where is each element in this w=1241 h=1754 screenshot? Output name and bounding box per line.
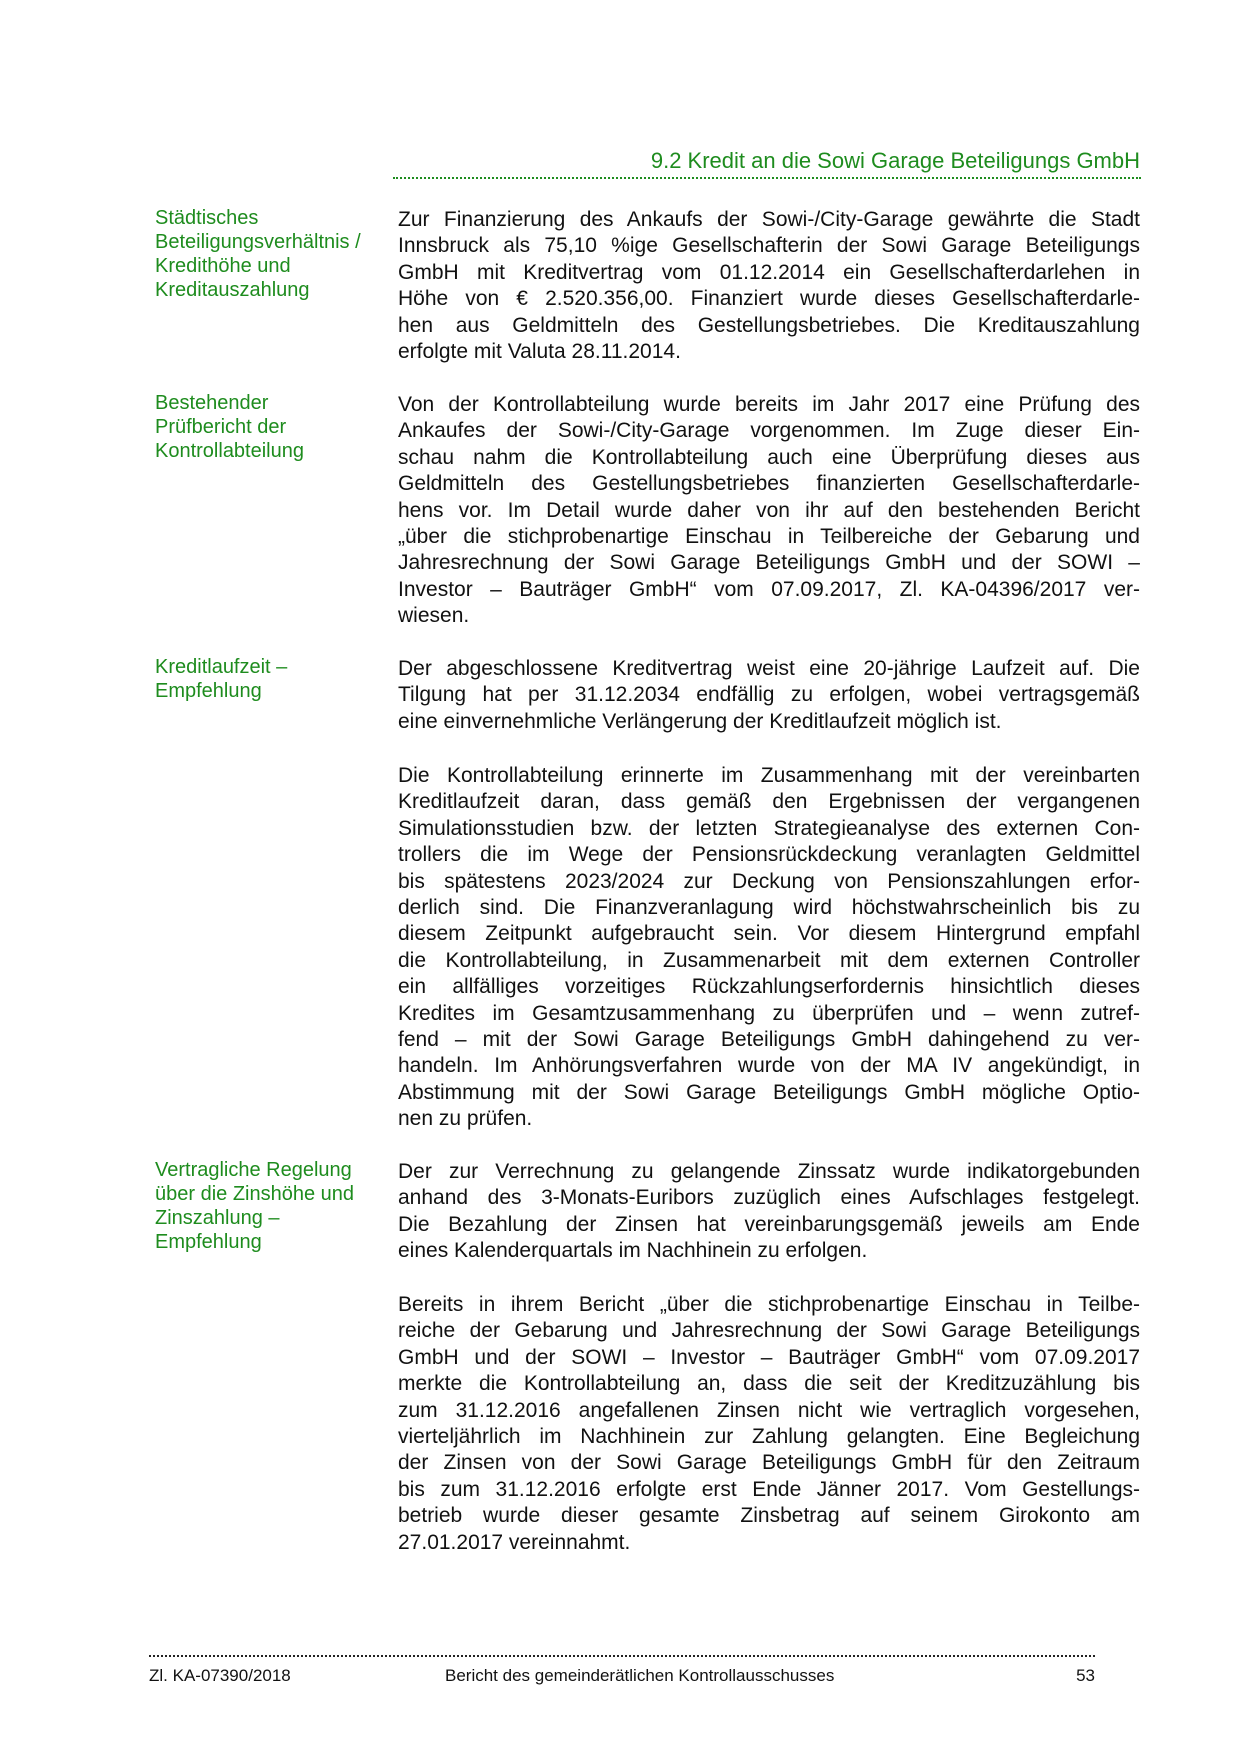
paragraph-line: der Zinsen von der Sowi Garage Beteiligungs GmbH für den Zeitraum bbox=[398, 1451, 1140, 1475]
paragraph bbox=[398, 656, 1140, 735]
margin-note bbox=[155, 391, 380, 463]
margin-note-line: Kredithöhe und bbox=[155, 255, 291, 277]
paragraph-line: fend – mit der Sowi Garage Beteiligungs GmbH dahingehend zu ver- bbox=[398, 1028, 1140, 1052]
paragraph-line: Der zur Verrechnung zu gelangende Zinssatz wurde indikatorgebunden bbox=[398, 1160, 1140, 1183]
paragraph-line: Innsbruck als 75,10 %ige Gesellschafterin der Sowi Garage Beteiligungs bbox=[398, 234, 1140, 258]
margin-note-line: Zinszahlung – bbox=[155, 1207, 280, 1229]
page-number: 53 bbox=[1076, 1666, 1095, 1685]
paragraph-line: GmbH und der SOWI – Investor – Bauträger GmbH“ vom 07.09.2017 bbox=[398, 1345, 1140, 1369]
margin-note bbox=[155, 655, 380, 703]
margin-note-line: Empfehlung bbox=[155, 1231, 262, 1253]
paragraph-line: eine einvernehmliche Verlängerung der Kreditlaufzeit möglich ist. bbox=[398, 709, 1002, 733]
margin-note-line: Kontrollabteilung bbox=[155, 440, 304, 462]
section-heading: 9.2 Kredit an die Sowi Garage Beteiligungs GmbH bbox=[650, 148, 1140, 173]
paragraph-line: Abstimmung mit der Sowi Garage Beteiligungs GmbH mögliche Optio- bbox=[398, 1080, 1140, 1104]
paragraph-line: trollers die im Wege der Pensionsrückdeckung veranlagten Geldmittel bbox=[398, 843, 1140, 867]
paragraph-line: Bereits in ihrem Bericht „über die stichprobenartige Einschau in Teilbe- bbox=[398, 1293, 1140, 1316]
margin-note bbox=[155, 1158, 380, 1254]
paragraph-line: Investor – Bauträger GmbH“ vom 07.09.2017, Zl. KA-04396/2017 ver- bbox=[398, 577, 1140, 601]
paragraph-line: merkte die Kontrollabteilung an, dass die seit der Kreditzuzählung bis bbox=[398, 1372, 1140, 1396]
paragraph-line: „über die stichprobenartige Einschau in Teilbereiche der Gebarung und bbox=[398, 525, 1140, 549]
margin-note-line: Vertragliche Regelung bbox=[155, 1159, 352, 1181]
margin-note-line: Kreditauszahlung bbox=[155, 279, 310, 301]
paragraph-line: reiche der Gebarung und Jahresrechnung der Sowi Garage Beteiligungs bbox=[398, 1319, 1140, 1343]
paragraph-line: Kredites im Gesamtzusammenhang zu überprüfen und – wenn zutref- bbox=[398, 1001, 1140, 1025]
paragraph-line: anhand des 3-Monats-Euribors zuzüglich eines Aufschlages festgelegt. bbox=[398, 1186, 1140, 1210]
paragraph-line: Jahresrechnung der Sowi Garage Beteiligungs GmbH und der SOWI – bbox=[398, 551, 1140, 575]
paragraph-line: wiesen. bbox=[398, 604, 470, 628]
paragraph bbox=[398, 207, 1140, 365]
paragraph-line: bis zum 31.12.2016 erfolgte erst Ende Jänner 2017. Vom Gestellungs- bbox=[398, 1477, 1140, 1501]
margin-note bbox=[155, 206, 380, 302]
paragraph-line: Die Kontrollabteilung erinnerte im Zusammenhang mit der vereinbarten bbox=[398, 764, 1140, 787]
paragraph bbox=[398, 763, 1140, 1133]
paragraph-line: Der abgeschlossene Kreditvertrag weist eine 20-jährige Laufzeit auf. Die bbox=[398, 657, 1140, 680]
footer-title: Bericht des gemeinderätlichen Kontrollausschusses bbox=[445, 1666, 835, 1685]
margin-note-line: Beteiligungsverhältnis / bbox=[155, 231, 361, 253]
margin-note-line: Empfehlung bbox=[155, 680, 262, 702]
margin-note-line: über die Zinshöhe und bbox=[155, 1183, 355, 1205]
paragraph-line: hens vor. Im Detail wurde daher von ihr auf den bestehenden Bericht bbox=[398, 498, 1140, 522]
paragraph-line: erfolgte mit Valuta 28.11.2014. bbox=[398, 340, 681, 364]
paragraph bbox=[398, 1292, 1140, 1556]
paragraph-line: hen aus Geldmitteln des Gestellungsbetriebes. Die Kreditauszahlung bbox=[398, 313, 1140, 337]
paragraph-line: Zur Finanzierung des Ankaufs der Sowi-/City-Garage gewährte die Stadt bbox=[398, 208, 1140, 231]
paragraph-line: nen zu prüfen. bbox=[398, 1107, 533, 1131]
margin-note-line: Kreditlaufzeit – bbox=[155, 656, 288, 678]
paragraph-line: Geldmitteln des Gestellungsbetriebes finanzierten Gesellschafterdarle- bbox=[398, 472, 1140, 496]
paragraph-line: Von der Kontrollabteilung wurde bereits im Jahr 2017 eine Prüfung des bbox=[398, 393, 1140, 416]
paragraph-line: Ankaufes der Sowi-/City-Garage vorgenommen. Im Zuge dieser Ein- bbox=[398, 419, 1140, 443]
paragraph bbox=[398, 1159, 1140, 1265]
margin-note-line: Bestehender bbox=[155, 392, 269, 414]
paragraph-line: 27.01.2017 vereinnahmt. bbox=[398, 1530, 631, 1554]
paragraph-line: diesem Zeitpunkt aufgebraucht sein. Vor diesem Hintergrund empfahl bbox=[398, 922, 1140, 946]
margin-note-line: Prüfbericht der bbox=[155, 416, 287, 438]
heading-divider bbox=[393, 177, 1141, 179]
paragraph-line: GmbH mit Kreditvertrag vom 01.12.2014 ein Gesellschafterdarlehen in bbox=[398, 260, 1140, 284]
paragraph-line: die Kontrollabteilung, in Zusammenarbeit mit dem externen Controller bbox=[398, 948, 1140, 972]
paragraph-line: Tilgung hat per 31.12.2034 endfällig zu erfolgen, wobei vertragsgemäß bbox=[398, 683, 1140, 707]
paragraph-line: schau nahm die Kontrollabteilung auch eine Überprüfung dieses aus bbox=[398, 445, 1140, 469]
paragraph-line: Simulationsstudien bzw. der letzten Strategieanalyse des externen Con- bbox=[398, 816, 1140, 840]
paragraph-line: Die Bezahlung der Zinsen hat vereinbarungsgemäß jeweils am Ende bbox=[398, 1212, 1140, 1236]
paragraph-line: bis spätestens 2023/2024 zur Deckung von Pensionszahlungen erfor- bbox=[398, 869, 1140, 893]
paragraph-line: Kreditlaufzeit daran, dass gemäß den Ergebnissen der vergangenen bbox=[398, 790, 1140, 814]
footer-divider bbox=[149, 1655, 1095, 1657]
paragraph-line: zum 31.12.2016 angefallenen Zinsen nicht wie vertraglich vorgesehen, bbox=[398, 1398, 1140, 1422]
paragraph-line: handeln. Im Anhörungsverfahren wurde von der MA IV angekündigt, in bbox=[398, 1054, 1140, 1078]
paragraph-line: betrieb wurde dieser gesamte Zinsbetrag auf seinem Girokonto am bbox=[398, 1504, 1140, 1528]
paragraph-line: ein allfälliges vorzeitiges Rückzahlungserfordernis hinsichtlich dieses bbox=[398, 975, 1140, 999]
paragraph-line: vierteljährlich im Nachhinein zur Zahlung gelangten. Eine Begleichung bbox=[398, 1425, 1140, 1449]
margin-note-line: Städtisches bbox=[155, 207, 259, 229]
paragraph-line: eines Kalenderquartals im Nachhinein zu erfolgen. bbox=[398, 1239, 868, 1263]
paragraph bbox=[398, 392, 1140, 630]
paragraph-line: Höhe von € 2.520.356,00. Finanziert wurde dieses Gesellschafterdarle- bbox=[398, 287, 1140, 311]
paragraph-line: derlich sind. Die Finanzveranlagung wird höchstwahrscheinlich bis zu bbox=[398, 896, 1140, 920]
footer-reference: Zl. KA-07390/2018 bbox=[149, 1666, 291, 1685]
